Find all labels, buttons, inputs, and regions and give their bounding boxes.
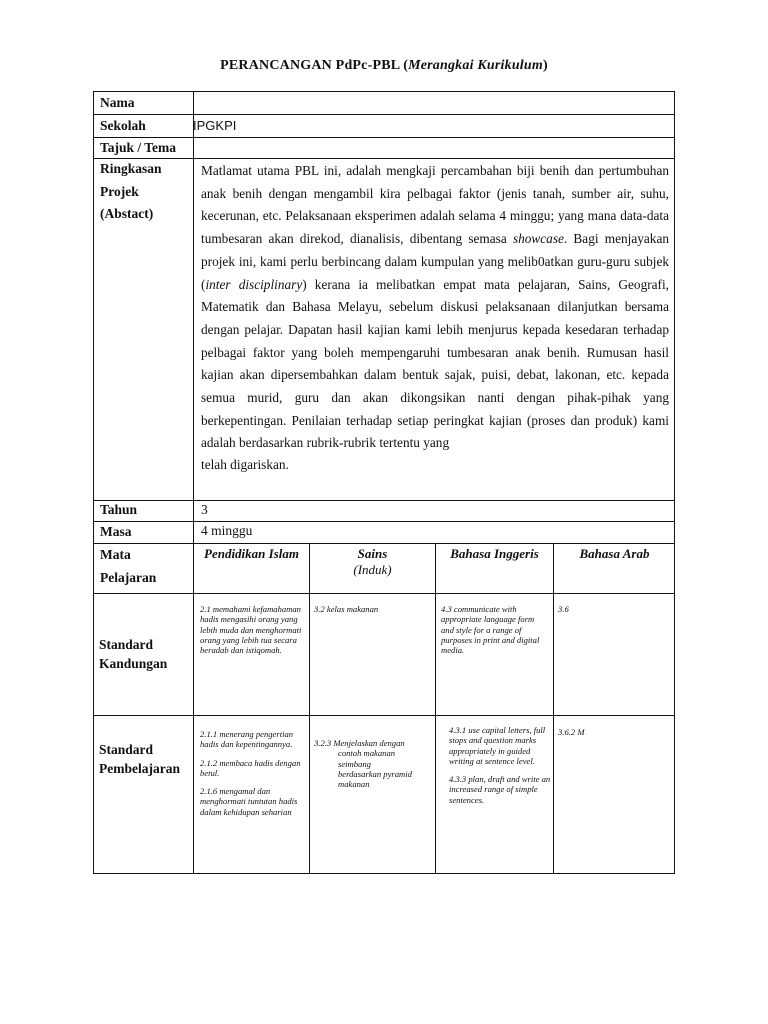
ringkasan-text <box>194 158 675 475</box>
row-divider <box>93 500 675 501</box>
row-divider <box>93 521 675 522</box>
subject-header-bahasa-inggeris: Bahasa Inggeris <box>450 546 539 561</box>
sk-bahasa-inggeris: 4.3 communicate with appropriate language form and style for a range of purposes in print and digital media. <box>441 604 540 656</box>
row-divider <box>93 543 675 544</box>
mata-pelajaran-label: Mata Pelajaran <box>100 547 157 585</box>
row-divider <box>93 114 675 115</box>
masa-label: Masa <box>100 524 132 539</box>
ringkasan-label: Ringkasan Projek (Abstact) <box>100 161 162 222</box>
subject-header-pendidikan-islam: Pendidikan Islam <box>204 546 299 561</box>
row-divider <box>93 137 675 138</box>
nama-label: Nama <box>100 95 135 110</box>
sk-bahasa-arab: 3.6 <box>558 604 569 614</box>
sk-sains: 3.2 kelas makanan <box>314 604 379 614</box>
document-title: PERANCANGAN PdPc-PBL (Merangkai Kurikulum) <box>220 58 548 73</box>
tajuk-value[interactable] <box>194 139 674 157</box>
nama-value[interactable] <box>194 93 674 113</box>
sp-bahasa-arab: 3.6.2 M <box>558 727 585 737</box>
sp-bahasa-inggeris: 4.3.1 use capital letters, full stops and question marks appropriately in guided writing at sentence level. 4.3.3 plan, draft and write an increased range of simple sentences. <box>449 725 551 805</box>
standard-kandungan-label: Standard Kandungan <box>99 637 168 671</box>
standard-pembelajaran-label: Standard Pembelajaran <box>99 742 180 776</box>
abstract-last-line: telah digariskan. <box>201 457 289 473</box>
column-divider <box>309 543 310 874</box>
tajuk-label: Tajuk / Tema <box>100 140 177 155</box>
sekolah-value[interactable]: IPGKPI <box>193 118 237 133</box>
column-divider <box>553 543 554 874</box>
tahun-value[interactable]: 3 <box>201 502 208 517</box>
subject-header-sains: Sains (Induk) <box>353 546 392 577</box>
row-divider <box>93 593 675 594</box>
sk-pendidikan-islam: 2.1 memahami kefamahaman hadis mengasihi orang yang lebih muda dan menghormati orang yang lebih tua secara beradab dan istiqomah. <box>200 604 302 656</box>
column-divider <box>435 543 436 874</box>
sp-pendidikan-islam: 2.1.1 menerang pengertian hadis dan kepentingannya. 2.1.2 membaca hadis dengan betul. 2.1.6 mengamal dan menghormati tuntutan hadis dalam kehidupan seharian <box>200 729 301 817</box>
tahun-label: Tahun <box>100 502 138 517</box>
abstract-paragraph: Matlamat utama PBL ini, adalah mengkaji percambahan biji benih dan pertumbuhan anak benih dengan mengambil kira pelbagai faktor (jenis tanah, sumber air, suhu, kecerunan, etc. Pelaksanaan eksperimen adalah selama 4 minggu; yang mana data-data tumbesaran akan direkod, dianalisis, dibentang semasa showcase. Bagi menjayakan projek ini, kami perlu berbincang dalam kumpulan yang melib0atkan guru-guru subjek (inter disciplinary) kerana ia melibatkan empat mata pelajaran, Sains, Geografi, Matematik dan Bahasa Melayu, sebelum diskusi pelaksanaan dilanjutkan bersama dengan pelajar. Dapatan hasil kajian kami lebih menjurus kepada kesedaran terhadap pelbagai faktor yang boleh mempengaruhi tumbesaran anak benih. Rumusan hasil kajian akan dipersembahkan dalam bentuk sajak, puisi, debat, lakonan, etc. kepada semua murid, guru dan akan dikongsikan nanti dengan pihak-pihak yang berkepentingan. Penilaian terhadap setiap peringkat kajian (proses dan produk) kami adalah berdasarkan rubrik-rubrik tertentu yang <box>201 163 669 451</box>
masa-value[interactable]: 4 minggu <box>201 523 253 538</box>
subject-header-bahasa-arab: Bahasa Arab <box>579 546 650 561</box>
row-divider <box>93 715 675 716</box>
sp-sains: 3.2.3 Menjelaskan dengan contoh makanan seimbang berdasarkan pyramid makanan <box>314 738 412 790</box>
sekolah-label: Sekolah <box>100 118 146 133</box>
